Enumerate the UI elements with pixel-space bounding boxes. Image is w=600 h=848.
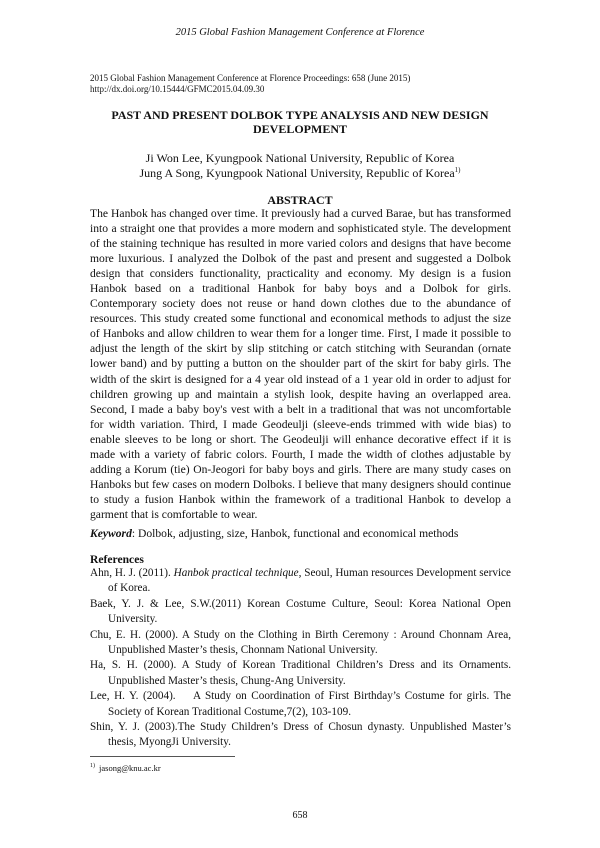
reference-item: Shin, Y. J. (2003).The Study Children’s Dress of Chosun dynasty. Unpublished Master’s thesis, MyongJi University.: [90, 721, 511, 749]
abstract-body: The Hanbok has changed over time. It previously had a curved Barae, but has transformed into a straight one that provides a more modern and sophisticated style. The development of the staining technique has resulted in more varied colors and designs that have become more luxurious. I analyzed the Dolbok of the past and present and suggested a Dolbok design that considers functionality, practicality and economy. My design is a fusion Hanbok based on a traditional Hanbok for baby boys and a Dolbok for girls. Contemporary society does not reuse or hand down clothes due to the abundance of resources. This study created some functional and economical methods to adjust the size of Hanboks and allow children to wear them for a longer time. First, I made it possible to adjust the length of the skirt by slip stitching or catch stitching with Seurandan (ornate lower band) and by putting a button on the shoulder part of the skirt for baby girls. The width of the skirt is designed for a 4 year old instead of a 1 year old in order to adjust for children growing up and maintain a stylish look, despite having an overlapped area. Second, I made a baby boy's vest with a belt in a traditional that was not uncomfortable for width variation. Third, I made Geodeulji (sleeve-ends trimmed with wide bias) to enable sleeves to be long or short. The Geodeulji will enhance decorative effect if it is made with a variety of fabric colors. Fourth, I made the width of clothes adjustable by adding a Korum (tie) On-Jeogori for baby boys and girls. There are many study cases on Hanboks but few cases on modern Dolboks. I believe that many designers should continue to study a fusion Hanbok within the framework of a traditional Hanbok to develop a garment that is comfortable to wear.: [90, 207, 511, 521]
reference-item: Chu, E. H. (2000). A Study on the Clothing in Birth Ceremony : Around Chonnam Area, Unpublished Master’s thesis, Chonnam National University.: [90, 628, 511, 657]
proceedings-line: 2015 Global Fashion Management Conference at Florence Proceedings: 658 (June 2015): [90, 73, 411, 83]
author-footnote-mark: 1): [454, 166, 461, 174]
author-line-2: [90, 166, 510, 181]
keyword-text: : Dolbok, adjusting, size, Hanbok, functional and economical methods: [131, 527, 459, 540]
reference-item: Ha, S. H. (2000). A Study of Korean Traditional Children’s Dress and its Ornaments. Unpublished Master’s thesis, Chung-Ang University.: [90, 659, 511, 687]
author-text: Ji Won Lee, Kyungpook National University, Republic of Korea: [145, 151, 455, 165]
keywords: [90, 527, 510, 540]
author-text: Jung A Song, Kyungpook National University, Republic of Korea: [139, 166, 455, 180]
reference-item: Ahn, H. J. (2011). Hanbok practical technique, Seoul, Human resources Development service of Korea.: [90, 567, 511, 595]
keyword-label: Keyword: [90, 527, 132, 540]
doi-link[interactable]: http://dx.doi.org/10.15444/GFMC2015.04.09.30: [90, 84, 265, 94]
references-heading: References: [90, 553, 144, 566]
footnote: [90, 763, 161, 773]
footnote-divider: [90, 756, 235, 757]
author-line-1: [90, 151, 510, 166]
abstract-heading: ABSTRACT: [267, 193, 333, 207]
references-list: [90, 566, 514, 751]
running-header: 2015 Global Fashion Management Conference at Florence: [175, 27, 425, 38]
page-number: 658: [292, 810, 308, 821]
footnote-mark: 1): [90, 763, 95, 769]
reference-item: Baek, Y. J. & Lee, S.W.(2011) Korean Costume Culture, Seoul: Korea National Open University.: [90, 597, 511, 626]
footnote-email[interactable]: jasong@knu.ac.kr: [99, 763, 161, 773]
paper-title: PAST AND PRESENT DOLBOK TYPE ANALYSIS AND NEW DESIGN DEVELOPMENT: [111, 108, 489, 136]
reference-item: Lee, H. Y. (2004). A Study on Coordination of First Birthday’s Costume for girls. The Society of Korean Traditional Costume,7(2), 103-109.: [90, 690, 514, 718]
